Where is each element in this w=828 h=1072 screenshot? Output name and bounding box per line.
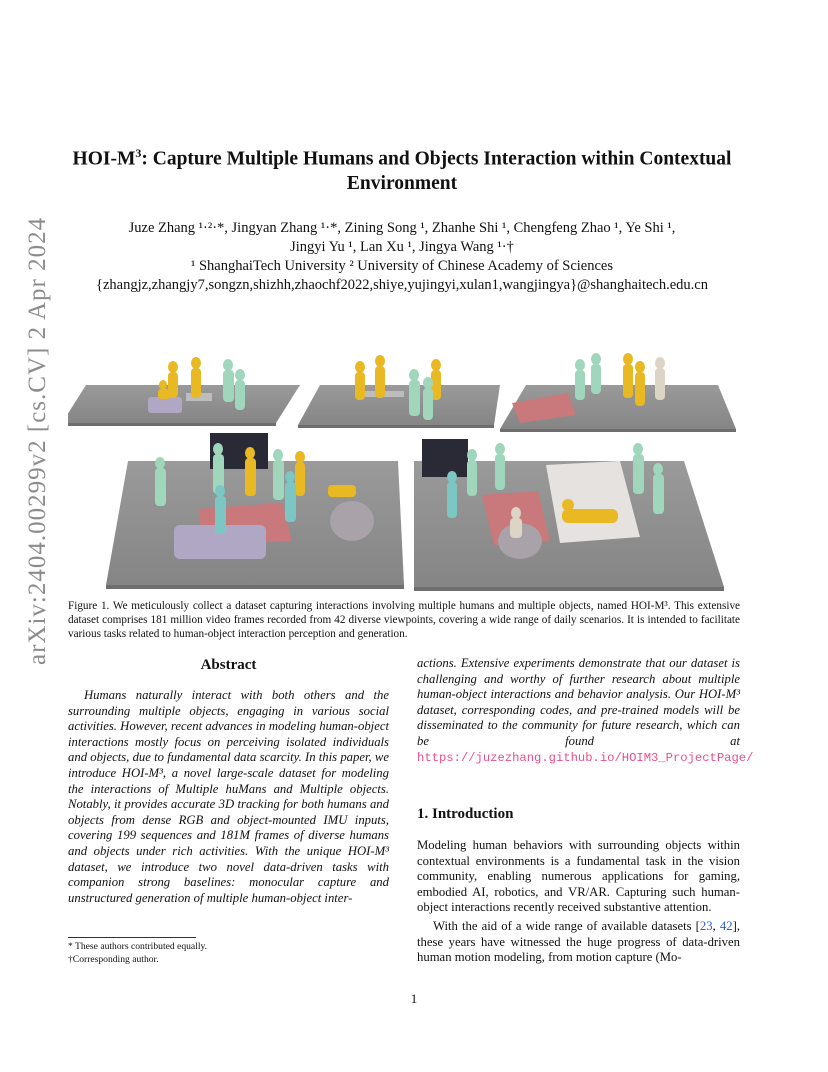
abstract-continuation: actions. Extensive experiments demonstrate that our dataset is challenging and worthy of further research about multiple human-object interactions and behavior analysis. Our HOI-M³ dataset, corresponding codes, and pre-trained models will be disseminated to the community for future research, which can be found at — [417, 656, 740, 748]
title-line-2: Environment — [346, 172, 458, 194]
footnote-equal-contribution: * These authors contributed equally. — [68, 941, 208, 952]
citation-link[interactable]: 42 — [719, 919, 733, 933]
abstract-right-column — [417, 656, 754, 766]
title-superscript: 3 — [135, 146, 142, 160]
author-block — [60, 219, 744, 295]
page-number: 1 — [410, 991, 418, 1006]
citation-separator: , — [712, 919, 720, 933]
introduction-paragraph-1: Modeling human behaviors with surrounding objects within contextual environments is a fundamental task in the vision community, enabling numerous applications for gaming, embodied AI, robotics, and VR/AR. Capturing such human-object interactions recently received substantive attention. — [417, 838, 740, 915]
figure-caption: Figure 1. We meticulously collect a dataset capturing interactions involving multiple humans and multiple objects, named HOI-M³. This extensive dataset comprises 181 million video frames recorded from 42 diverse viewpoints, covering a wide range of daily scenarios. It is intended to facilitate various tasks related to human-object interaction perception and generation. — [68, 600, 740, 640]
author-line-2: Jingyi Yu ¹, Lan Xu ¹, Jingya Wang ¹·† — [290, 239, 514, 255]
abstract-left-column: Humans naturally interact with both others and the surrounding multiple objects, engaging in various social activities. However, recent advances in modeling human-object interactions mostly focus on perceiving isolated individuals and objects, due to fundamental data scarcity. In this paper, we introduce HOI-M³, a novel large-scale dataset for modeling the interactions of Multiple huMans and Multiple objects. Notably, it provides accurate 3D tracking for both humans and objects from dense RGB and object-mounted IMU inputs, covering 199 sequences and 181M frames of diverse humans and objects under rich activities. With the unique HOI-M³ dataset, we introduce two novel data-driven tasks with companion strong baselines: monocular capture and unstructured generation of multiple human-object inter- — [68, 688, 389, 905]
scene-bottom-left — [106, 433, 404, 589]
author-emails: {zhangjz,zhangjy7,songzn,shizhh,zhaochf2022,shiye,yujingyi,xulan1,wangjingya}@shanghaitech.edu.cn — [96, 277, 708, 293]
abstract-heading: Abstract — [200, 657, 257, 673]
citation-link[interactable]: 23 — [699, 919, 713, 933]
introduction-heading: 1. Introduction — [417, 806, 514, 822]
title-rest: : Capture Multiple Humans and Objects Interaction within Contextual — [141, 148, 732, 170]
scene-top-right — [500, 353, 736, 432]
footnotes — [68, 941, 207, 966]
footnote-corresponding-author: †Corresponding author. — [68, 953, 159, 965]
armchair-shape — [330, 501, 374, 541]
author-line-1: Juze Zhang ¹·²·*, Jingyan Zhang ¹·*, Zining Song ¹, Zhanhe Shi ¹, Chengfeng Zhao ¹, Ye Shi ¹, — [128, 220, 676, 236]
paper-title — [60, 141, 744, 196]
arxiv-identifier-stamp: arXiv:2404.00299v2 [cs.CV] 2 Apr 2024 — [24, 216, 51, 665]
footnote-divider — [68, 937, 196, 938]
tv-screen-shape — [422, 439, 468, 477]
intro-p2-text-after: ], these years have witnessed the huge progress of data-driven human motion modeling, from motion capture (Mo- — [417, 919, 741, 965]
affiliations: ¹ ShanghaiTech University ² University of Chinese Academy of Sciences — [190, 258, 614, 274]
intro-p2-text-before: With the aid of a wide range of available datasets [ — [433, 919, 700, 933]
project-page-link[interactable]: https://juzezhang.github.io/HOIM3_ProjectPage/ — [417, 750, 754, 765]
figure-1-scene-renders — [68, 345, 736, 593]
scene-top-middle — [298, 355, 500, 428]
sofa-shape — [148, 397, 182, 413]
scene-bottom-right — [414, 439, 724, 591]
introduction-paragraph-2 — [417, 919, 740, 966]
scene-top-left — [68, 357, 300, 426]
title-prefix: HOI-M — [72, 148, 136, 170]
